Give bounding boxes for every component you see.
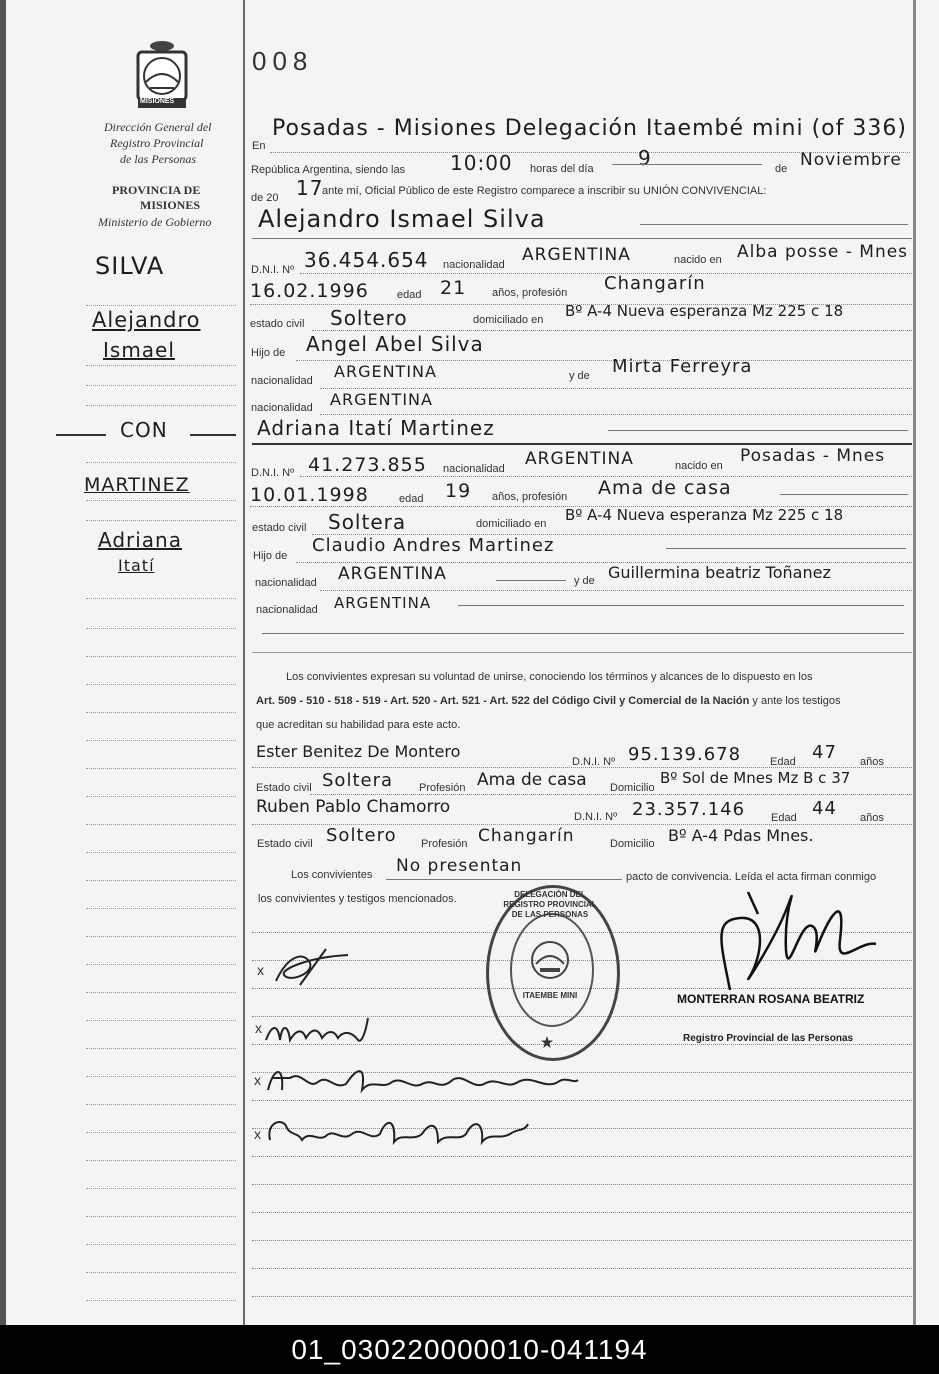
label-nacionalidad: nacionalidad [251,402,313,414]
signature-rule [252,1296,912,1297]
declaration-line-3: que acreditan su habilidad para este acto. [256,719,461,731]
witness2-civil-status: Soltero [326,825,397,846]
pact-value: No presentan [396,856,523,876]
label-los-convivientes: Los convivientes [291,869,373,881]
person2-profession-rule [780,494,908,495]
province-line: MISIONES [140,198,201,212]
official-name: MONTERRAN ROSANA BEATRIZ [677,992,865,1006]
label-y-de: y de [569,370,590,382]
act-number: 008 [252,46,314,76]
person2-age: 19 [445,480,472,502]
margin-rule [86,598,236,599]
label-y-de: y de [574,575,595,587]
margin-rule [86,1020,236,1021]
person1-father: Angel Abel Silva [306,332,484,356]
witness1-profession: Ama de casa [477,770,587,790]
witness2-profession: Changarín [478,826,575,846]
person2-birthplace: Posadas - Mnes [740,446,886,466]
person1-mother: Mirta Ferreyra [612,356,753,377]
person2-name-rule [252,443,912,445]
margin-rule [86,1160,236,1161]
place-value: Posadas - Misiones Delegación Itaembé mini (of 336) [272,116,907,141]
pact-rule [386,879,622,880]
signature-witness1 [262,1060,582,1100]
witness1-address: Bº Sol de Mnes Mz B c 37 [660,769,851,787]
person1-address: Bº A-4 Nueva esperanza Mz 225 c 18 [565,302,844,320]
margin-rule [86,1132,236,1133]
time-value: 10:00 [450,151,513,175]
margin-surname-1: SILVA [95,252,165,280]
label-nacido-en: nacido en [675,460,723,472]
margin-rule [86,1300,236,1301]
signature-mark: x [255,1020,262,1036]
label-nacionalidad: nacionalidad [256,604,318,616]
person1-mother-nat-rule [320,414,912,415]
person2-father-nat-rule [496,580,566,581]
label-los-convivientes-testigos: los convivientes y testigos mencionados. [258,893,457,905]
margin-rule [86,520,236,521]
margin-given-name-1a: Alejandro [92,308,201,332]
witness2-address: Bº A-4 Pdas Mnes. [668,826,814,845]
margin-divider [243,0,245,1325]
logo-text: MISIONES [140,98,175,105]
seal-center-text: ITAEMBE MINI [522,991,578,1000]
label-dni-witness: D.N.I. Nº [572,756,616,768]
margin-given-name-2a: Adriana [98,528,182,552]
person1-age: 21 [440,277,467,299]
institution-line: Registro Provincial [110,136,204,150]
label-estado-civil: estado civil [250,318,305,330]
margin-rule [86,1048,236,1049]
signature-person1 [270,945,360,990]
margin-rule [86,305,236,306]
margin-rule [86,365,236,366]
label-nacionalidad: nacionalidad [443,259,505,271]
witness1-dni: 95.139.678 [628,744,742,765]
section-rule [252,652,912,653]
signature-rule [252,1212,912,1213]
witness1-civil-status: Soltera [322,770,394,791]
year-value: 17 [296,176,324,200]
declaration-line-2 [256,695,840,707]
month-value: Noviembre [800,150,902,170]
label-estado-civil-cap: Estado civil [257,838,313,850]
margin-rule [86,385,236,386]
signature-mark: x [254,1126,261,1142]
signature-rule [252,1156,912,1157]
person1-profession: Changarín [604,273,706,294]
person1-mother-nationality: ARGENTINA [330,390,433,409]
margin-rule [86,684,236,685]
margin-rule [86,656,236,657]
label-edad-cap: Edad [771,812,797,824]
person2-mother-rule [320,590,912,591]
label-edad: edad [399,493,424,505]
label-dni-witness: D.N.I. Nº [574,811,618,823]
margin-given-name-1b: Ismael [103,338,175,362]
margin-rule [86,405,236,406]
margin-rule [86,1244,236,1245]
margin-rule [86,712,236,713]
margin-rule [86,1216,236,1217]
witness1-age: 47 [812,742,837,763]
ministry-line: Ministerio de Gobierno [98,215,212,229]
person1-birthplace: Alba posse - Mnes [737,242,909,262]
person2-mother-nat-rule [458,605,904,606]
margin-rule [86,1272,236,1273]
seal-star-icon [541,1036,553,1048]
witness2-dni: 23.357.146 [632,799,746,820]
margin-rule [86,992,236,993]
signature-mark: x [254,1072,261,1088]
person2-birthdate: 10.01.1998 [250,484,369,506]
declaration-tail: y ante los testigos [749,695,841,707]
label-nacido-en: nacido en [674,254,722,266]
label-nacionalidad: nacionalidad [255,577,317,589]
section-separator [262,633,904,634]
connector-dash [56,434,106,436]
label-hijo-de: Hijo de [253,550,288,562]
signature-witness2 [262,1112,532,1152]
margin-connector: CON [120,418,168,442]
margin-rule [86,796,236,797]
witness2-age: 44 [812,798,837,819]
person2-mother-nationality: ARGENTINA [334,594,432,612]
person2-nationality: ARGENTINA [525,449,634,469]
witness2-name: Ruben Pablo Chamorro [256,797,451,817]
margin-surname-2: MARTINEZ [84,474,190,496]
witness1-name: Ester Benitez De Montero [256,742,461,761]
label-en: En [252,140,266,152]
person1-name: Alejandro Ismael Silva [258,205,546,233]
person2-civil-status: Soltera [328,510,407,534]
margin-rule [86,1104,236,1105]
signature-rule [252,1268,912,1269]
witness1-detail-rule [310,794,912,795]
label-dni: D.N.I. Nº [251,264,295,276]
label-profesion: Profesión [419,782,466,794]
margin-rule [86,964,236,965]
person2-father-nationality: ARGENTINA [338,564,447,584]
margin-rule [86,824,236,825]
page-edge [913,0,916,1325]
margin-rule [86,628,236,629]
label-de-20: de 20 [251,192,279,204]
person1-civil-rule [312,330,912,331]
person1-name-rule [640,224,908,225]
margin-rule [86,462,236,463]
label-horas: horas del día [530,163,594,175]
person1-father-rule [296,360,912,361]
person2-name-rule [608,430,908,431]
person2-father: Claudio Andres Martinez [312,535,555,556]
label-profesion: Profesión [421,838,468,850]
person2-address: Bº A-4 Nueva esperanza Mz 225 c 18 [565,506,844,524]
label-anos: años [860,756,884,768]
seal-ring-text: DELEGACIÓN DEL REGISTRO PROVINCIAL DE LAS PERSONAS [503,890,597,919]
connector-dash [190,434,236,436]
person2-father-rule [666,548,906,549]
signature-official [700,880,880,1000]
label-dni: D.N.I. Nº [251,467,295,479]
label-anos-profesion: años, profesión [492,287,568,299]
label-domiciliado-en: domiciliado en [473,314,544,326]
seal-emblem-icon [528,938,572,982]
label-domicilio: Domicilio [610,782,655,794]
label-republica: República Argentina, siendo las [251,164,406,176]
signature-person2 [262,1010,372,1050]
person1-mother-rule [320,388,912,389]
institution-line: Dirección General del [104,120,212,134]
signature-rule [252,1100,912,1101]
label-edad: edad [397,289,422,301]
scan-footer: 01_030220000010-041194 [0,1325,939,1374]
margin-rule [86,908,236,909]
signature-rule [252,1240,912,1241]
margin-rule [86,936,236,937]
day-rule [612,164,762,165]
person2-profession: Ama de casa [598,477,732,499]
person1-dni: 36.454.654 [304,248,429,272]
label-domiciliado-en: domiciliado en [476,518,547,530]
margin-rule [86,1188,236,1189]
label-anos: años [860,812,884,824]
margin-rule [86,500,236,501]
label-domicilio: Domicilio [610,838,655,850]
label-anos-profesion: años, profesión [492,491,568,503]
person1-birthdate: 16.02.1996 [250,280,369,302]
margin-rule [86,768,236,769]
declaration-articles: Art. 509 - 510 - 518 - 519 - Art. 520 - Art. 521 - Art. 522 del Código Civil y Comercial de la Nación [256,695,750,707]
label-ante-mi: ante mí, Oficial Público de este Registro comparece a inscribir su UNIÓN CONVIVENCIAL: [322,185,767,197]
witness1-rule [252,767,912,768]
margin-rule [86,852,236,853]
official-title: Registro Provincial de las Personas [683,1033,854,1044]
person1-civil-status: Soltero [330,306,408,330]
label-de: de [775,163,788,175]
label-nacionalidad: nacionalidad [443,463,505,475]
person2-name: Adriana Itatí Martinez [257,416,495,440]
margin-given-name-2b: Itatí [118,556,155,575]
province-line: PROVINCIA DE [112,183,201,197]
label-edad-cap: Edad [770,756,796,768]
institution-line: de las Personas [120,152,196,166]
margin-rule [86,880,236,881]
signature-mark: x [257,962,264,978]
day-value: 9 [638,146,652,170]
label-hijo-de: Hijo de [251,347,286,359]
person1-nationality: ARGENTINA [522,245,631,265]
label-estado-civil-cap: Estado civil [256,782,312,794]
person1-name-rule [252,238,912,239]
person2-dni: 41.273.855 [308,454,427,476]
label-pacto: pacto de convivencia. Leída el acta firman conmigo [626,871,877,883]
person2-mother: Guillermina beatriz Toñanez [608,563,831,582]
label-nacionalidad: nacionalidad [251,375,313,387]
label-estado-civil: estado civil [252,522,307,534]
margin-rule [86,1076,236,1077]
signature-rule [252,1184,912,1185]
declaration-intro: Los convivientes expresan su voluntad de unirse, conociendo los términos y alcances de lo dispuesto en los [286,671,813,683]
person1-father-nationality: ARGENTINA [334,362,437,381]
margin-rule [86,740,236,741]
